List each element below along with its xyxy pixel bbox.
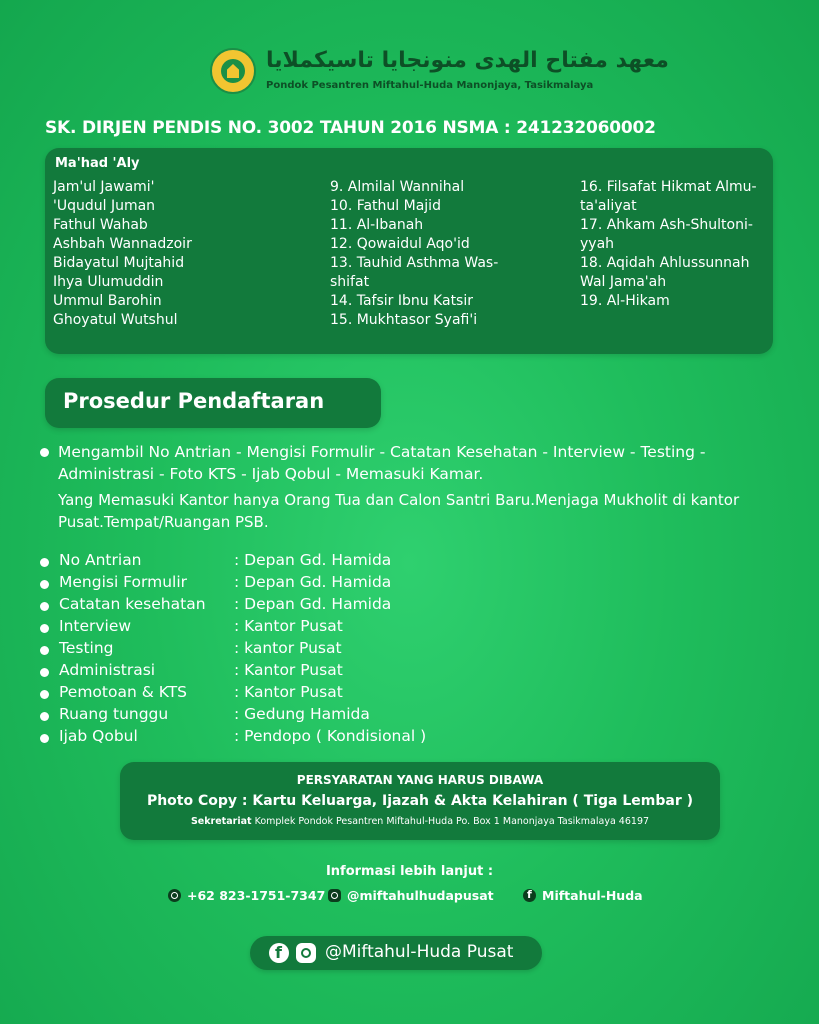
schedule-label: Administrasi bbox=[59, 661, 156, 679]
list-item: Jam'ul Jawami' bbox=[53, 179, 155, 195]
schedule-location: : Pendopo ( Kondisional ) bbox=[234, 727, 427, 745]
schedule-label: Testing bbox=[59, 639, 114, 657]
list-item: 14. Tafsir Ibnu Katsir bbox=[330, 293, 474, 309]
list-item: ta'aliyat bbox=[580, 198, 637, 214]
prosedur-title: Prosedur Pendaftaran bbox=[63, 389, 325, 413]
bullet-icon bbox=[40, 712, 49, 721]
instagram-handle: @miftahulhudapusat bbox=[347, 888, 494, 903]
schedule-location: : Kantor Pusat bbox=[234, 617, 343, 635]
list-item: 16. Filsafat Hikmat Almu- bbox=[580, 179, 757, 195]
bullet-icon bbox=[40, 580, 49, 589]
schedule-row bbox=[40, 639, 460, 661]
procedure-steps-text: Mengambil No Antrian - Mengisi Formulir - Catatan Kesehatan - Interview - Testing - Administrasi - Foto KTS - Ijab Qobul - Memasuki Kamar. bbox=[58, 443, 706, 483]
requirements-title: PERSYARATAN YANG HARUS DIBAWA bbox=[296, 773, 544, 787]
bullet-icon bbox=[40, 690, 49, 699]
bullet-icon bbox=[40, 668, 49, 677]
whatsapp-icon bbox=[168, 889, 181, 902]
secretariat-text: Komplek Pondok Pesantren Miftahul-Huda Po. Box 1 Manonjaya Tasikmalaya 46197 bbox=[254, 816, 650, 827]
list-item: Bidayatul Mujtahid bbox=[53, 255, 185, 271]
schedule-label: Mengisi Formulir bbox=[59, 573, 188, 591]
schedule-label: Pemotoan & KTS bbox=[59, 683, 188, 701]
list-item: Ummul Barohin bbox=[53, 293, 162, 309]
curriculum-column-3 bbox=[580, 178, 757, 311]
schedule-label: Catatan kesehatan bbox=[59, 595, 206, 613]
info-title: Informasi lebih lanjut : bbox=[325, 864, 494, 879]
bullet-icon bbox=[40, 602, 49, 611]
bullet-icon bbox=[40, 558, 49, 567]
header bbox=[210, 48, 669, 98]
bullet-icon bbox=[40, 734, 49, 743]
prosedur-heading bbox=[45, 378, 381, 428]
schedule-location: : Depan Gd. Hamida bbox=[234, 595, 392, 613]
bullet-icon bbox=[40, 646, 49, 655]
institution-name: Pondok Pesantren Miftahul-Huda Manonjaya, Tasikmalaya bbox=[266, 80, 594, 91]
list-item: 11. Al-Ibanah bbox=[330, 217, 424, 233]
schedule-label: Ijab Qobul bbox=[59, 727, 138, 745]
list-item: Ihya Ulumuddin bbox=[53, 274, 164, 290]
list-item: 17. Ahkam Ash-Shultoni- bbox=[580, 217, 753, 233]
bullet-icon bbox=[40, 448, 49, 457]
schedule-row bbox=[40, 551, 460, 573]
schedule-label: Ruang tunggu bbox=[59, 705, 169, 723]
list-item: Ashbah Wannadzoir bbox=[53, 236, 192, 252]
instagram-icon bbox=[296, 943, 316, 963]
instagram-contact[interactable] bbox=[328, 888, 494, 903]
facebook-contact[interactable] bbox=[523, 888, 643, 903]
list-item: 15. Mukhtasor Syafi'i bbox=[330, 312, 478, 328]
facebook-icon bbox=[523, 889, 536, 902]
sk-line: SK. DIRJEN PENDIS NO. 3002 TAHUN 2016 NSMA : 241232060002 bbox=[45, 118, 656, 138]
schedule-row bbox=[40, 595, 460, 617]
curriculum-column-1 bbox=[53, 178, 192, 330]
social-badge[interactable] bbox=[250, 936, 542, 970]
list-item: 10. Fathul Majid bbox=[330, 198, 441, 214]
list-item: shifat bbox=[330, 274, 370, 290]
list-item: yyah bbox=[580, 236, 615, 252]
pesantren-logo-icon bbox=[210, 48, 256, 94]
schedule-location: : kantor Pusat bbox=[234, 639, 342, 657]
schedule-location: : Depan Gd. Hamida bbox=[234, 573, 392, 591]
list-item: 18. Aqidah Ahlussunnah bbox=[580, 255, 750, 271]
list-item: Fathul Wahab bbox=[53, 217, 148, 233]
schedule-location: : Depan Gd. Hamida bbox=[234, 551, 392, 569]
schedule-label: No Antrian bbox=[59, 551, 142, 569]
schedule-label: Interview bbox=[59, 617, 132, 635]
list-item: 'Uqudul Juman bbox=[53, 198, 156, 214]
mahad-aly-card bbox=[45, 148, 773, 354]
schedule-list bbox=[40, 551, 460, 749]
social-handle: @Miftahul-Huda Pusat bbox=[325, 942, 514, 962]
facebook-icon bbox=[269, 943, 289, 963]
list-item: 19. Al-Hikam bbox=[580, 293, 670, 309]
mahad-aly-title: Ma'had 'Aly bbox=[55, 156, 140, 171]
procedure-note: Yang Memasuki Kantor hanya Orang Tua dan Calon Santri Baru.Menjaga Mukholit di kantor Pusat.Tempat/Ruangan PSB. bbox=[58, 491, 740, 531]
list-item: 9. Almilal Wannihal bbox=[330, 179, 465, 195]
secretariat-address bbox=[120, 816, 720, 827]
schedule-row bbox=[40, 573, 460, 595]
requirements-docs: Photo Copy : Kartu Keluarga, Ijazah & Akta Kelahiran ( Tiga Lembar ) bbox=[146, 793, 694, 809]
schedule-location: : Kantor Pusat bbox=[234, 661, 343, 679]
schedule-row bbox=[40, 683, 460, 705]
schedule-row bbox=[40, 705, 460, 727]
bullet-icon bbox=[40, 624, 49, 633]
procedure-steps bbox=[40, 441, 780, 485]
facebook-name: Miftahul-Huda bbox=[542, 888, 643, 903]
list-item: 12. Qowaidul Aqo'id bbox=[330, 236, 470, 252]
secretariat-label: Sekretariat bbox=[190, 816, 252, 827]
list-item: Ghoyatul Wutshul bbox=[53, 312, 178, 328]
phone-contact[interactable] bbox=[168, 888, 325, 903]
schedule-location: : Gedung Hamida bbox=[234, 705, 370, 723]
schedule-row bbox=[40, 727, 460, 749]
curriculum-column-2 bbox=[330, 178, 498, 330]
list-item: 13. Tauhid Asthma Was- bbox=[330, 255, 499, 271]
schedule-location: : Kantor Pusat bbox=[234, 683, 343, 701]
arabic-name: معهد مفتاح الهدى منونجايا تاسيكملايا bbox=[266, 48, 669, 73]
list-item: Wal Jama'ah bbox=[580, 274, 667, 290]
schedule-row bbox=[40, 617, 460, 639]
phone-number: +62 823-1751-7347 bbox=[187, 888, 326, 903]
schedule-row bbox=[40, 661, 460, 683]
requirements-box bbox=[120, 762, 720, 840]
instagram-icon bbox=[328, 889, 341, 902]
